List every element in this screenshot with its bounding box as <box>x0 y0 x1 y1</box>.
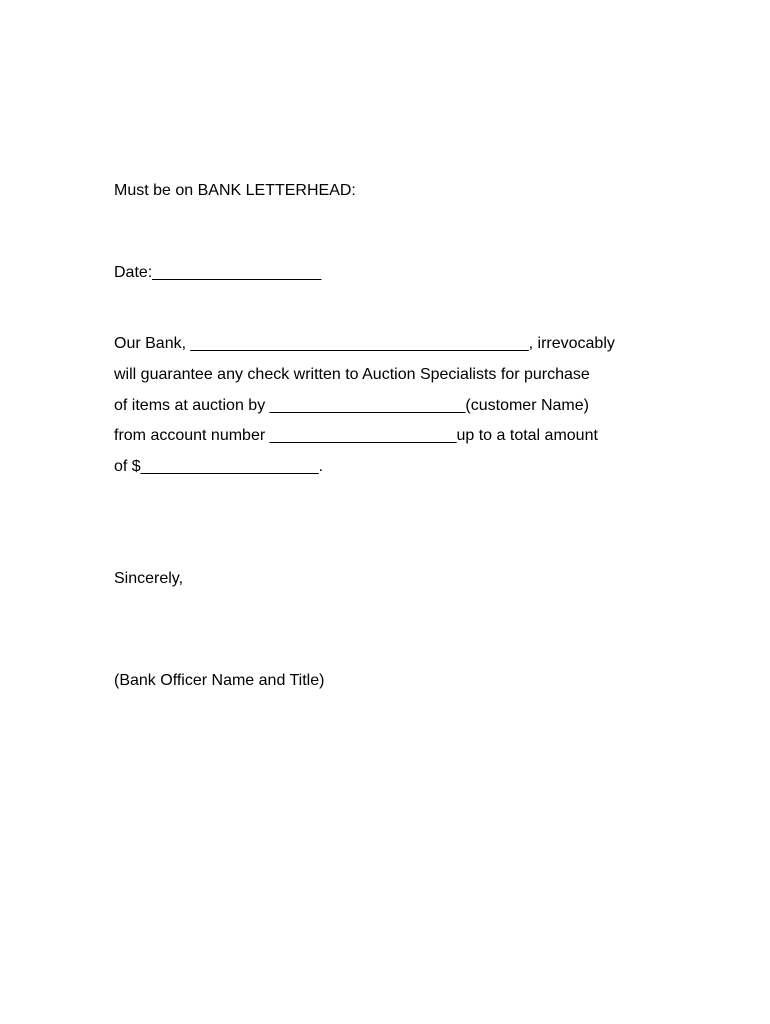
body-line: of items at auction by ______________________(customer Name) <box>114 397 589 414</box>
closing: Sincerely, <box>114 570 184 587</box>
body-line: of $____________________. <box>114 458 324 475</box>
letterhead-note: Must be on BANK LETTERHEAD: <box>114 182 356 199</box>
body-line: Our Bank, ______________________________________, irrevocably <box>114 335 615 352</box>
body-line: from account number _____________________up to a total amount <box>114 427 598 444</box>
body-line: will guarantee any check written to Auction Specialists for purchase <box>114 366 590 383</box>
date-line: Date:___________________ <box>114 264 322 281</box>
signature-line: (Bank Officer Name and Title) <box>114 672 325 689</box>
